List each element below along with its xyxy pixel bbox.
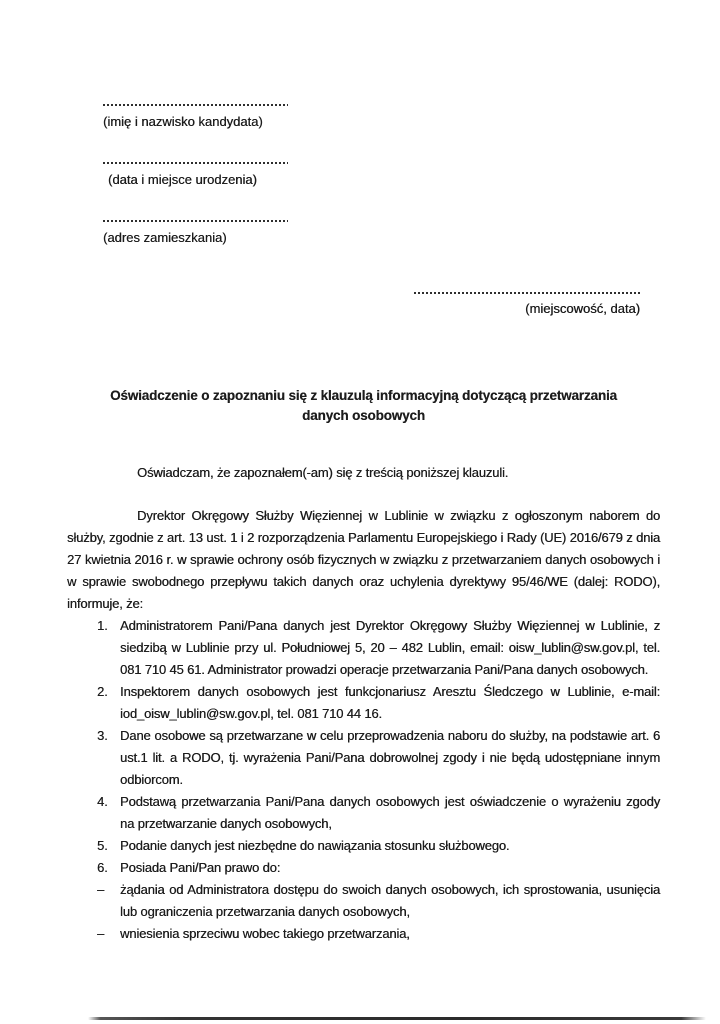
dotted-fill-line bbox=[103, 104, 288, 106]
list-item bbox=[67, 615, 660, 681]
list-item-marker: 6. bbox=[97, 860, 108, 875]
list-item bbox=[67, 857, 660, 879]
list-item bbox=[67, 725, 660, 791]
list-item-text: Inspektorem danych osobowych jest funkcjonariusz Aresztu Śledczego w Lublinie, e-mail: iod_oisw_lublin@sw.gov.pl, tel. 081 710 44 16. bbox=[120, 684, 660, 721]
address-label: (adres zamieszkania) bbox=[103, 230, 227, 245]
place-date-field bbox=[414, 292, 640, 317]
list-item-marker: 4. bbox=[97, 794, 108, 809]
list-item-text: Podanie danych jest niezbędne do nawiązania stosunku służbowego. bbox=[120, 838, 510, 853]
list-item bbox=[67, 879, 660, 923]
list-item bbox=[67, 835, 660, 857]
dotted-fill-line bbox=[103, 162, 288, 164]
list-item-text: wniesienia sprzeciwu wobec takiego przetwarzania, bbox=[120, 926, 410, 941]
declaration-sentence: Oświadczam, że zapoznałem(-am) się z treścią poniższej klauzuli. bbox=[137, 465, 509, 480]
list-item bbox=[67, 923, 660, 945]
list-item-marker: – bbox=[97, 926, 105, 941]
list-item-text: Posiada Pani/Pan prawo do: bbox=[120, 860, 281, 875]
scan-edge-artifact bbox=[88, 1017, 706, 1020]
list-item bbox=[67, 681, 660, 725]
list-item-text: Podstawą przetwarzania Pani/Pana danych osobowych jest oświadczenie o wyrażeniu zgody na przetwarzanie danych osobowych, bbox=[120, 794, 660, 831]
intro-paragraph: Dyrektor Okręgowy Służby Więziennej w Lublinie w związku z ogłoszonym naborem do służby, zgodnie z art. 13 ust. 1 i 2 rozporządzenia Parlamentu Europejskiego i Rady (UE) 2016/679 z dnia 27 kwietnia 2016 r. w sprawie ochrony osób fizycznych w związku z przetwarzaniem danych osobowych i w sprawie swobodnego przepływu takich danych oraz uchylenia dyrektywy 95/46/WE (dalej: RODO), informuje, że: bbox=[67, 508, 660, 611]
list-item-text: żądania od Administratora dostępu do swoich danych osobowych, ich sprostowania, usunięcia lub ograniczenia przetwarzania danych osobowych, bbox=[120, 882, 660, 919]
document-body bbox=[67, 386, 660, 945]
list-item-marker: 5. bbox=[97, 838, 108, 853]
list-item-text: Dane osobowe są przetwarzane w celu przeprowadzenia naboru do służby, na podstawie art. 6 ust.1 lit. a RODO, tj. wyrażenia Pani/Pana dobrowolnej zgody i nie będą udostępniane innym odbiorcom. bbox=[120, 728, 660, 787]
list-item-marker: – bbox=[97, 882, 105, 897]
birth-date-place-field bbox=[103, 162, 288, 188]
dotted-fill-line bbox=[103, 220, 288, 222]
dotted-fill-line bbox=[414, 292, 640, 294]
list-item-marker: 1. bbox=[97, 618, 108, 633]
place-date-label: (miejscowość, data) bbox=[525, 301, 640, 316]
list-item-text: Administratorem Pani/Pana danych jest Dyrektor Okręgowy Służby Więziennej w Lublinie, z siedzibą w Lublinie przy ul. Południowej 5, 20 – 482 Lublin, email: oisw_lublin@sw.gov.pl, tel. 081 710 45 61. Administrator prowadzi operacje przetwarzania Pani/Pana danych osobowych. bbox=[120, 618, 660, 677]
list-item bbox=[67, 791, 660, 835]
document-title-line2: danych osobowych bbox=[302, 408, 425, 423]
candidate-name-field bbox=[103, 104, 288, 130]
document-title bbox=[67, 386, 660, 426]
list-item-marker: 2. bbox=[97, 684, 108, 699]
rodo-info-list bbox=[67, 615, 660, 945]
candidate-name-label: (imię i nazwisko kandydata) bbox=[103, 114, 263, 129]
document-title-line1: Oświadczenie o zapoznaniu się z klauzulą informacyjną dotyczącą przetwarzania bbox=[110, 388, 617, 403]
birth-date-place-label: (data i miejsce urodzenia) bbox=[108, 172, 257, 187]
list-item-marker: 3. bbox=[97, 728, 108, 743]
address-field bbox=[103, 220, 288, 246]
